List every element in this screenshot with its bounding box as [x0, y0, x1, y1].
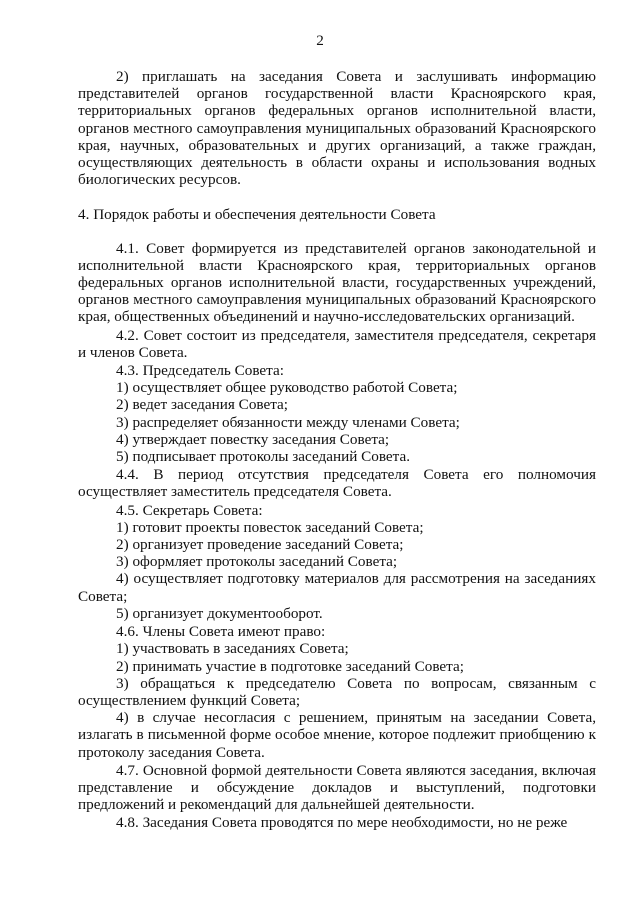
list-item: 4) утверждает повестку заседания Совета; [116, 430, 390, 448]
clause-4-2: 4.2. Совет состоит из председателя, заместителя председателя, секретаря и членов Совета. [78, 326, 596, 361]
list-item: 2) ведет заседания Совета; [116, 396, 289, 414]
section-heading: 4. Порядок работы и обеспечения деятельности Совета [78, 206, 436, 224]
list-item: 1) участвовать в заседаниях Совета; [116, 640, 349, 658]
list-item: 3) обращаться к председателю Совета по вопросам, связанным с осуществлением функций Совета; [78, 674, 596, 709]
document-body [78, 68, 596, 832]
clause-4-6: 4.6. Члены Совета имеют право: [116, 623, 326, 641]
list-item: 4) в случае несогласия с решением, принятым на заседании Совета, излагать в письменной форме особое мнение, которое подлежит приобщению к протоколу заседания Совета. [78, 709, 596, 761]
list-item: 2) организует проведение заседаний Совета; [116, 536, 404, 554]
list-item: 5) подписывает протоколы заседаний Совета. [116, 448, 411, 466]
list-item: 2) принимать участие в подготовке заседаний Совета; [116, 657, 464, 675]
list-item: 1) готовит проекты повесток заседаний Совета; [116, 518, 424, 536]
page-number: 2 [316, 32, 324, 49]
paragraph-item-2: 2) приглашать на заседания Совета и заслушивать информацию представителей органов государственной власти Красноярского края, территориальных органов федеральных органов исполнительной власти, органов местного самоуправления муниципальных образований Красноярского края, научных, образовательных и других организаций, а также граждан, осуществляющих деятельность в области охраны и использования водных биологических ресурсов. [78, 68, 596, 189]
list-item: 5) организует документооборот. [116, 604, 323, 622]
clause-4-1: 4.1. Совет формируется из представителей органов законодательной и исполнительной власти Красноярского края, территориальных органов федеральных органов исполнительной власти, государственных учреждений, органов местного самоуправления муниципальных образований Красноярского края, общественных объединений и научно-исследовательских организаций. [78, 239, 596, 326]
clause-4-3: 4.3. Председатель Совета: [116, 362, 284, 380]
list-item: 3) оформляет протоколы заседаний Совета; [116, 553, 398, 571]
clause-4-4: 4.4. В период отсутствия председателя Совета его полномочия осуществляет заместитель председателя Совета. [78, 466, 596, 501]
clause-4-7: 4.7. Основной формой деятельности Совета являются заседания, включая представление и обсуждение докладов и выступлений, подготовки предложений и рекомендаций для дальнейшей деятельности. [78, 761, 596, 814]
clause-4-8: 4.8. Заседания Совета проводятся по мере необходимости, но не реже [116, 814, 568, 832]
list-item: 4) осуществляет подготовку материалов для рассмотрения на заседаниях Совета; [78, 570, 596, 605]
list-item: 1) осуществляет общее руководство работой Совета; [116, 379, 458, 397]
list-item: 3) распределяет обязанности между членами Совета; [116, 413, 460, 431]
clause-4-5: 4.5. Секретарь Совета: [116, 501, 263, 519]
